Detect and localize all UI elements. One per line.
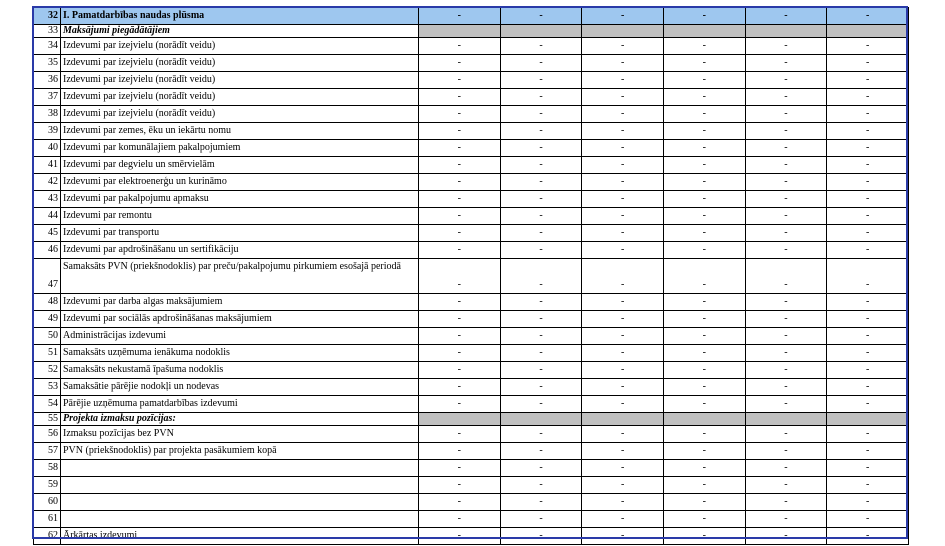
row-label-cell[interactable]: Izdevumi par izejvielu (norādīt veidu) — [61, 55, 419, 72]
value-cell[interactable]: - — [663, 362, 745, 379]
value-cell[interactable]: - — [745, 494, 827, 511]
value-cell[interactable]: - — [745, 379, 827, 396]
value-cell[interactable]: - — [745, 242, 827, 259]
row-number-cell[interactable]: 38 — [34, 106, 61, 123]
row-label-cell[interactable]: Pārējie uzņēmuma pamatdarbības izdevumi — [61, 396, 419, 413]
value-cell[interactable]: - — [419, 157, 501, 174]
value-cell[interactable]: - — [827, 208, 909, 225]
value-cell[interactable]: - — [663, 208, 745, 225]
row-number-cell[interactable]: 36 — [34, 72, 61, 89]
table-row — [34, 362, 909, 379]
value-cell[interactable]: - — [419, 379, 501, 396]
value-cell[interactable]: - — [827, 345, 909, 362]
value-cell[interactable]: - — [827, 396, 909, 413]
cash-flow-table-body — [34, 8, 909, 545]
row-label-cell[interactable]: Izdevumi par degvielu un smērvielām — [61, 157, 419, 174]
row-number-cell[interactable]: 49 — [34, 311, 61, 328]
value-cell[interactable] — [500, 25, 582, 38]
value-cell[interactable]: - — [663, 38, 745, 55]
value-cell[interactable]: - — [663, 379, 745, 396]
value-cell[interactable]: - — [663, 328, 745, 345]
value-cell[interactable]: - — [419, 89, 501, 106]
value-cell[interactable]: - — [419, 191, 501, 208]
value-cell[interactable]: - — [582, 38, 664, 55]
row-label-cell[interactable]: Izdevumi par pakalpojumu apmaksu — [61, 191, 419, 208]
row-label-cell[interactable]: Izdevumi par apdrošināšanu un sertifikāciju — [61, 242, 419, 259]
row-number-cell[interactable]: 60 — [34, 494, 61, 511]
value-cell[interactable]: - — [500, 294, 582, 311]
value-cell[interactable]: - — [500, 55, 582, 72]
value-cell[interactable]: - — [745, 157, 827, 174]
value-cell[interactable]: - — [745, 426, 827, 443]
table-row — [34, 443, 909, 460]
value-cell[interactable]: - — [419, 494, 501, 511]
value-cell[interactable]: - — [582, 443, 664, 460]
row-label-cell[interactable]: Projekta izmaksu pozīcijas: — [61, 413, 419, 426]
row-number-cell[interactable]: 52 — [34, 362, 61, 379]
row-label-cell[interactable]: Maksājumi piegādātājiem — [61, 25, 419, 38]
value-cell[interactable]: - — [582, 8, 664, 25]
row-label-cell[interactable]: Izdevumi par elektroenerģu un kurināmo — [61, 174, 419, 191]
table-row — [34, 8, 909, 25]
row-number-cell[interactable]: 43 — [34, 191, 61, 208]
value-cell[interactable]: - — [827, 191, 909, 208]
value-cell[interactable] — [582, 25, 664, 38]
row-label-cell[interactable]: Samaksāts uzņēmuma ienākuma nodoklis — [61, 345, 419, 362]
table-row — [34, 294, 909, 311]
value-cell[interactable]: - — [500, 477, 582, 494]
value-cell[interactable]: - — [827, 528, 909, 545]
value-cell[interactable]: - — [500, 72, 582, 89]
value-cell[interactable]: - — [745, 123, 827, 140]
value-cell[interactable]: - — [663, 123, 745, 140]
value-cell[interactable]: - — [419, 123, 501, 140]
row-number-cell[interactable]: 62 — [34, 528, 61, 545]
value-cell[interactable]: - — [745, 140, 827, 157]
row-label-cell[interactable]: Izdevumi par remontu — [61, 208, 419, 225]
table-row — [34, 494, 909, 511]
table-row — [34, 123, 909, 140]
value-cell[interactable]: - — [582, 311, 664, 328]
table-row — [34, 379, 909, 396]
row-label-cell[interactable]: Izdevumi par sociālās apdrošināšanas maksājumiem — [61, 311, 419, 328]
row-number-cell[interactable]: 58 — [34, 460, 61, 477]
table-row — [34, 528, 909, 545]
value-cell[interactable]: - — [663, 511, 745, 528]
value-cell[interactable]: - — [500, 328, 582, 345]
value-cell[interactable]: - — [745, 396, 827, 413]
row-label-cell[interactable]: PVN (priekšnodoklis) par projekta pasākumiem kopā — [61, 443, 419, 460]
value-cell[interactable] — [827, 413, 909, 426]
value-cell[interactable]: - — [500, 396, 582, 413]
value-cell[interactable]: - — [745, 477, 827, 494]
row-label-cell[interactable]: Samaksāts PVN (priekšnodoklis) par preču/pakalpojumu pirkumiem esošajā periodā — [61, 259, 419, 294]
value-cell[interactable]: - — [745, 259, 827, 294]
table-row — [34, 25, 909, 38]
value-cell[interactable]: - — [582, 528, 664, 545]
value-cell[interactable]: - — [582, 494, 664, 511]
row-number-cell[interactable]: 46 — [34, 242, 61, 259]
value-cell[interactable]: - — [582, 242, 664, 259]
row-number-cell[interactable]: 32 — [34, 8, 61, 25]
value-cell[interactable] — [827, 25, 909, 38]
table-row — [34, 345, 909, 362]
value-cell[interactable]: - — [419, 242, 501, 259]
value-cell[interactable] — [745, 25, 827, 38]
value-cell[interactable]: - — [745, 208, 827, 225]
row-number-cell[interactable]: 55 — [34, 413, 61, 426]
value-cell[interactable]: - — [419, 528, 501, 545]
value-cell[interactable]: - — [500, 379, 582, 396]
value-cell[interactable]: - — [663, 528, 745, 545]
value-cell[interactable]: - — [582, 106, 664, 123]
value-cell[interactable]: - — [745, 460, 827, 477]
table-row — [34, 191, 909, 208]
row-number-cell[interactable]: 50 — [34, 328, 61, 345]
value-cell[interactable]: - — [663, 72, 745, 89]
table-row — [34, 208, 909, 225]
value-cell[interactable]: - — [827, 460, 909, 477]
value-cell[interactable]: - — [500, 426, 582, 443]
value-cell[interactable]: - — [745, 311, 827, 328]
value-cell[interactable]: - — [745, 8, 827, 25]
value-cell[interactable]: - — [663, 396, 745, 413]
value-cell[interactable]: - — [500, 38, 582, 55]
row-label-cell[interactable]: Izdevumi par komunālajiem pakalpojumiem — [61, 140, 419, 157]
value-cell[interactable]: - — [500, 528, 582, 545]
row-number-cell[interactable]: 33 — [34, 25, 61, 38]
value-cell[interactable]: - — [827, 426, 909, 443]
value-cell[interactable]: - — [500, 191, 582, 208]
row-label-cell[interactable]: Izdevumi par zemes, ēku un iekārtu nomu — [61, 123, 419, 140]
row-label-cell[interactable]: I. Pamatdarbības naudas plūsma — [61, 8, 419, 25]
row-label-cell[interactable]: Izdevumi par izejvielu (norādīt veidu) — [61, 72, 419, 89]
value-cell[interactable]: - — [827, 225, 909, 242]
value-cell[interactable]: - — [582, 174, 664, 191]
value-cell[interactable]: - — [582, 157, 664, 174]
row-number-cell[interactable]: 59 — [34, 477, 61, 494]
value-cell[interactable]: - — [582, 345, 664, 362]
value-cell[interactable]: - — [582, 396, 664, 413]
cash-flow-table — [33, 7, 909, 545]
value-cell[interactable]: - — [663, 259, 745, 294]
value-cell[interactable]: - — [745, 443, 827, 460]
row-label-cell[interactable] — [61, 511, 419, 528]
table-row — [34, 259, 909, 294]
row-number-cell[interactable]: 48 — [34, 294, 61, 311]
value-cell[interactable]: - — [663, 311, 745, 328]
value-cell[interactable]: - — [419, 140, 501, 157]
value-cell[interactable] — [419, 413, 501, 426]
value-cell[interactable]: - — [827, 494, 909, 511]
value-cell[interactable]: - — [500, 242, 582, 259]
value-cell[interactable]: - — [419, 362, 501, 379]
value-cell[interactable]: - — [827, 157, 909, 174]
row-label-cell[interactable]: Izdevumi par transportu — [61, 225, 419, 242]
value-cell[interactable]: - — [419, 396, 501, 413]
value-cell[interactable]: - — [663, 191, 745, 208]
table-row — [34, 225, 909, 242]
value-cell[interactable]: - — [500, 311, 582, 328]
value-cell[interactable]: - — [745, 528, 827, 545]
value-cell[interactable]: - — [582, 426, 664, 443]
value-cell[interactable]: - — [500, 174, 582, 191]
value-cell[interactable]: - — [500, 225, 582, 242]
value-cell[interactable]: - — [827, 511, 909, 528]
value-cell[interactable]: - — [663, 157, 745, 174]
value-cell[interactable]: - — [663, 443, 745, 460]
value-cell[interactable]: - — [582, 511, 664, 528]
value-cell[interactable] — [500, 413, 582, 426]
value-cell[interactable]: - — [827, 242, 909, 259]
row-label-cell[interactable]: Samaksātie pārējie nodokļi un nodevas — [61, 379, 419, 396]
value-cell[interactable]: - — [500, 460, 582, 477]
value-cell[interactable]: - — [827, 89, 909, 106]
value-cell[interactable]: - — [419, 426, 501, 443]
value-cell[interactable]: - — [419, 38, 501, 55]
table-row — [34, 38, 909, 55]
value-cell[interactable]: - — [582, 294, 664, 311]
value-cell[interactable]: - — [419, 460, 501, 477]
value-cell[interactable]: - — [827, 362, 909, 379]
value-cell[interactable]: - — [827, 140, 909, 157]
value-cell[interactable]: - — [582, 55, 664, 72]
value-cell[interactable]: - — [663, 345, 745, 362]
value-cell[interactable]: - — [419, 8, 501, 25]
value-cell[interactable]: - — [827, 259, 909, 294]
value-cell[interactable]: - — [745, 328, 827, 345]
value-cell[interactable]: - — [500, 8, 582, 25]
value-cell[interactable]: - — [745, 294, 827, 311]
row-label-cell[interactable]: Izdevumi par darba algas maksājumiem — [61, 294, 419, 311]
value-cell[interactable]: - — [663, 8, 745, 25]
value-cell[interactable]: - — [827, 477, 909, 494]
value-cell[interactable]: - — [827, 379, 909, 396]
value-cell[interactable]: - — [827, 294, 909, 311]
row-label-cell[interactable]: Izdevumi par izejvielu (norādīt veidu) — [61, 106, 419, 123]
row-number-cell[interactable]: 40 — [34, 140, 61, 157]
value-cell[interactable]: - — [745, 106, 827, 123]
row-label-cell[interactable]: Izdevumi par izejvielu (norādīt veidu) — [61, 38, 419, 55]
value-cell[interactable]: - — [582, 225, 664, 242]
value-cell[interactable]: - — [419, 174, 501, 191]
value-cell[interactable]: - — [582, 123, 664, 140]
row-number-cell[interactable]: 57 — [34, 443, 61, 460]
value-cell[interactable]: - — [500, 89, 582, 106]
value-cell[interactable]: - — [500, 345, 582, 362]
value-cell[interactable]: - — [827, 174, 909, 191]
row-number-cell[interactable]: 61 — [34, 511, 61, 528]
value-cell[interactable]: - — [419, 208, 501, 225]
table-row — [34, 511, 909, 528]
value-cell[interactable]: - — [582, 328, 664, 345]
value-cell[interactable]: - — [500, 157, 582, 174]
value-cell[interactable]: - — [745, 89, 827, 106]
value-cell[interactable]: - — [500, 208, 582, 225]
value-cell[interactable]: - — [419, 55, 501, 72]
value-cell[interactable]: - — [419, 294, 501, 311]
value-cell[interactable]: - — [827, 106, 909, 123]
table-row — [34, 426, 909, 443]
value-cell[interactable]: - — [745, 345, 827, 362]
value-cell[interactable]: - — [419, 259, 501, 294]
value-cell[interactable]: - — [500, 362, 582, 379]
table-row — [34, 396, 909, 413]
value-cell[interactable]: - — [582, 191, 664, 208]
value-cell[interactable]: - — [827, 443, 909, 460]
value-cell[interactable]: - — [827, 311, 909, 328]
row-label-cell[interactable] — [61, 460, 419, 477]
value-cell[interactable]: - — [827, 55, 909, 72]
value-cell[interactable]: - — [582, 140, 664, 157]
table-row — [34, 106, 909, 123]
table-row — [34, 242, 909, 259]
value-cell[interactable]: - — [663, 242, 745, 259]
row-label-cell[interactable]: Izdevumi par izejvielu (norādīt veidu) — [61, 89, 419, 106]
value-cell[interactable]: - — [500, 494, 582, 511]
table-row — [34, 174, 909, 191]
row-label-cell[interactable]: Izmaksu pozīcijas bez PVN — [61, 426, 419, 443]
value-cell[interactable]: - — [745, 225, 827, 242]
value-cell[interactable]: - — [827, 72, 909, 89]
table-row — [34, 89, 909, 106]
value-cell[interactable] — [663, 25, 745, 38]
value-cell[interactable]: - — [419, 311, 501, 328]
row-number-cell[interactable]: 42 — [34, 174, 61, 191]
table-row — [34, 413, 909, 426]
table-row — [34, 55, 909, 72]
value-cell[interactable]: - — [827, 328, 909, 345]
value-cell[interactable]: - — [663, 477, 745, 494]
value-cell[interactable]: - — [419, 328, 501, 345]
value-cell[interactable]: - — [582, 477, 664, 494]
row-label-cell[interactable]: Administrācijas izdevumi — [61, 328, 419, 345]
value-cell[interactable]: - — [582, 460, 664, 477]
value-cell[interactable]: - — [745, 174, 827, 191]
value-cell[interactable]: - — [582, 208, 664, 225]
value-cell[interactable]: - — [582, 72, 664, 89]
table-row — [34, 311, 909, 328]
row-label-cell[interactable] — [61, 494, 419, 511]
value-cell[interactable]: - — [419, 225, 501, 242]
table-row — [34, 477, 909, 494]
value-cell[interactable]: - — [419, 106, 501, 123]
value-cell[interactable]: - — [500, 259, 582, 294]
value-cell[interactable] — [745, 413, 827, 426]
value-cell[interactable]: - — [419, 477, 501, 494]
row-number-cell[interactable]: 34 — [34, 38, 61, 55]
value-cell[interactable]: - — [582, 362, 664, 379]
value-cell[interactable]: - — [827, 8, 909, 25]
row-number-cell[interactable]: 45 — [34, 225, 61, 242]
row-number-cell[interactable]: 39 — [34, 123, 61, 140]
value-cell[interactable]: - — [827, 38, 909, 55]
value-cell[interactable]: - — [745, 72, 827, 89]
value-cell[interactable]: - — [582, 259, 664, 294]
table-row — [34, 328, 909, 345]
value-cell[interactable]: - — [663, 55, 745, 72]
value-cell[interactable] — [419, 25, 501, 38]
value-cell[interactable]: - — [663, 426, 745, 443]
row-label-cell[interactable]: Samaksāts nekustamā īpašuma nodoklis — [61, 362, 419, 379]
value-cell[interactable]: - — [500, 140, 582, 157]
value-cell[interactable]: - — [663, 225, 745, 242]
value-cell[interactable] — [663, 413, 745, 426]
row-number-cell[interactable]: 47 — [34, 259, 61, 294]
row-number-cell[interactable]: 35 — [34, 55, 61, 72]
value-cell[interactable]: - — [582, 379, 664, 396]
table-row — [34, 460, 909, 477]
row-number-cell[interactable]: 56 — [34, 426, 61, 443]
row-number-cell[interactable]: 51 — [34, 345, 61, 362]
value-cell[interactable]: - — [663, 174, 745, 191]
row-label-cell[interactable]: Ārkārtas izdevumi — [61, 528, 419, 545]
value-cell[interactable]: - — [663, 294, 745, 311]
value-cell[interactable]: - — [745, 362, 827, 379]
value-cell[interactable]: - — [582, 89, 664, 106]
value-cell[interactable]: - — [827, 123, 909, 140]
value-cell[interactable]: - — [745, 191, 827, 208]
value-cell[interactable]: - — [500, 443, 582, 460]
value-cell[interactable]: - — [500, 123, 582, 140]
value-cell[interactable]: - — [663, 460, 745, 477]
value-cell[interactable]: - — [745, 55, 827, 72]
row-number-cell[interactable]: 41 — [34, 157, 61, 174]
value-cell[interactable]: - — [500, 106, 582, 123]
value-cell[interactable]: - — [419, 345, 501, 362]
row-number-cell[interactable]: 54 — [34, 396, 61, 413]
value-cell[interactable]: - — [663, 89, 745, 106]
row-number-cell[interactable]: 44 — [34, 208, 61, 225]
value-cell[interactable] — [582, 413, 664, 426]
row-number-cell[interactable]: 53 — [34, 379, 61, 396]
table-row — [34, 72, 909, 89]
table-row — [34, 140, 909, 157]
value-cell[interactable]: - — [663, 494, 745, 511]
table-row — [34, 157, 909, 174]
row-label-cell[interactable] — [61, 477, 419, 494]
value-cell[interactable]: - — [745, 511, 827, 528]
value-cell[interactable]: - — [745, 38, 827, 55]
value-cell[interactable]: - — [500, 511, 582, 528]
value-cell[interactable]: - — [663, 106, 745, 123]
value-cell[interactable]: - — [419, 511, 501, 528]
value-cell[interactable]: - — [419, 443, 501, 460]
value-cell[interactable]: - — [663, 140, 745, 157]
row-number-cell[interactable]: 37 — [34, 89, 61, 106]
value-cell[interactable]: - — [419, 72, 501, 89]
